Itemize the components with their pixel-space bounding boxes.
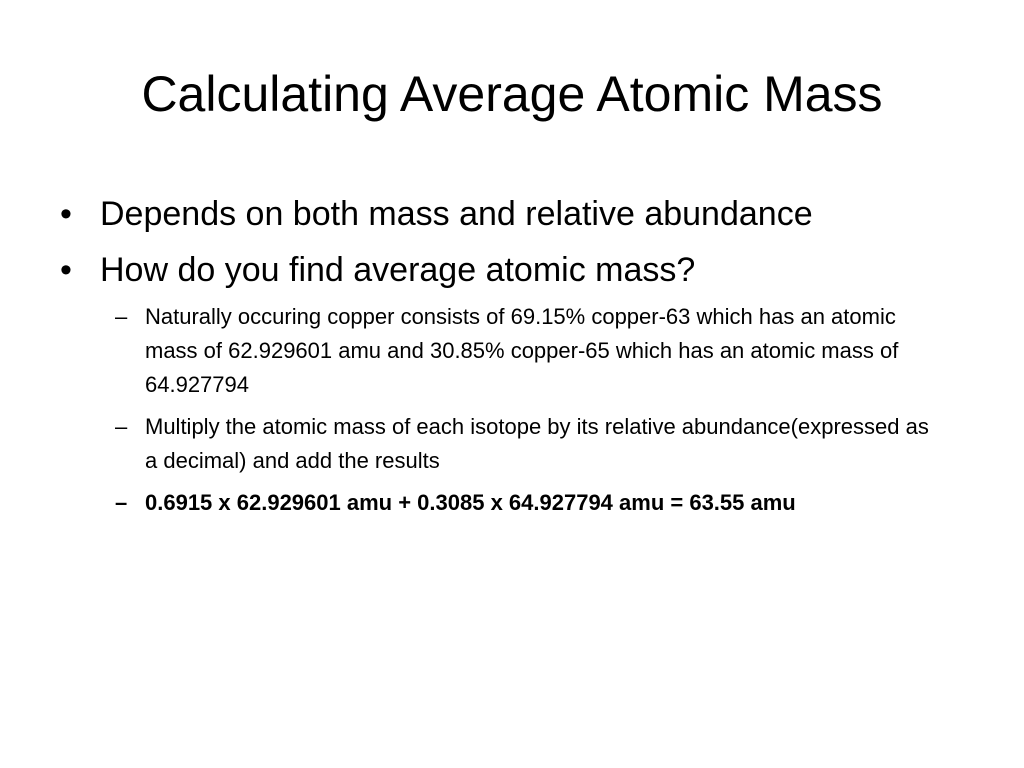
slide-title: Calculating Average Atomic Mass	[141, 66, 883, 122]
bullet-text: How do you find average atomic mass?	[100, 251, 696, 289]
sub-bullet-item	[115, 410, 935, 478]
sub-bullet-text: Naturally occuring copper consists of 69.15% copper-63 which has an atomic mass of 62.929601 amu and 30.85% copper-65 which has an atomic mass of 64.927794	[145, 304, 899, 397]
bullet-marker: •	[60, 195, 72, 233]
sub-bullet-list	[115, 300, 960, 520]
bullet-text: Depends on both mass and relative abundance	[100, 195, 813, 233]
bullet-item	[60, 188, 960, 240]
bullet-marker: •	[60, 251, 72, 289]
bullet-item	[60, 244, 960, 296]
sub-bullet-item-equation	[115, 486, 935, 520]
dash-marker: –	[115, 304, 128, 329]
equation-text: 0.6915 x 62.929601 amu + 0.3085 x 64.927794 amu = 63.55 amu	[145, 490, 796, 515]
sub-bullet-text: Multiply the atomic mass of each isotope by its relative abundance(expressed as a decimal) and add the results	[145, 414, 929, 473]
dash-marker: –	[115, 490, 128, 515]
dash-marker: –	[115, 414, 128, 439]
sub-bullet-item	[115, 300, 935, 402]
slide-content	[60, 188, 960, 528]
